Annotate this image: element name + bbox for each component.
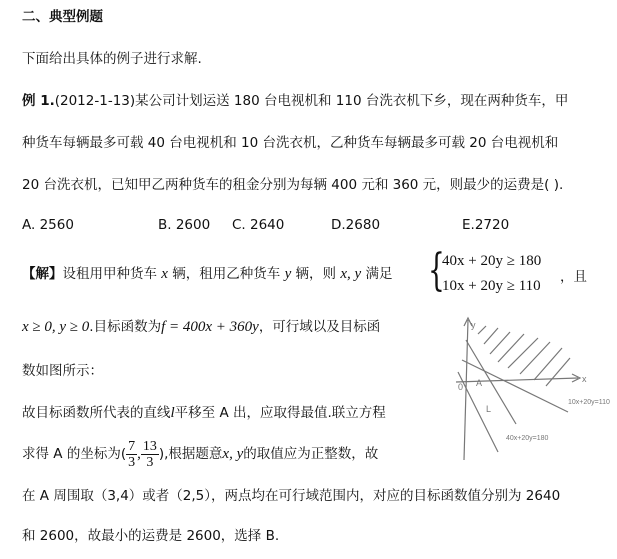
sol-text-4b: 平移至 A 出，应取得最值.联立方程 xyxy=(174,405,386,421)
example-line-1 xyxy=(22,92,568,110)
option-b: B. 2600 xyxy=(158,217,211,233)
sketch-label-a: A xyxy=(476,378,483,388)
sketch-label-y: y xyxy=(471,320,476,330)
solution-line-4 xyxy=(22,404,386,422)
var-l: l xyxy=(170,405,175,421)
sketch-label-origin: 0 xyxy=(458,382,464,392)
example-line-3: 20 台洗衣机，已知甲乙两种货车的租金分别为每辆 400 元和 360 元，则最少的运费是( ). xyxy=(22,177,564,193)
sol-text-5a: 求得 A 的坐标为( xyxy=(22,446,127,462)
example-label: 例 1. xyxy=(22,93,55,109)
option-c: C. 2640 xyxy=(232,217,285,233)
inequality-2: 10x + 20y ≥ 110 xyxy=(442,278,541,294)
sol-text-1c: 辆，则 xyxy=(295,266,337,282)
sol-text-5b: ),根据题意 xyxy=(158,446,223,462)
sol-text-1a: 设租用甲种货车 xyxy=(62,266,157,282)
example-line-2: 种货车每辆最多可载 40 台电视机和 10 台洗衣机，乙种货车每辆最多可载 20 台电视机和 xyxy=(22,135,559,151)
section-title: 二、典型例题 xyxy=(22,9,103,25)
option-d: D.2680 xyxy=(331,217,381,233)
inequality-1: 40x + 20y ≥ 180 xyxy=(442,253,542,269)
var-xy: x, y xyxy=(340,266,362,282)
example-text-1: (2012-1-13)某公司计划运送 180 台电视机和 110 台洗衣机下乡，现在两种货车，甲 xyxy=(54,93,569,109)
objective-text: .目标函数为 xyxy=(89,319,162,335)
fraction-7-3: $\frac{7}{3}$ xyxy=(128,438,136,470)
fraction-13-3: $\frac{13}{3}$ xyxy=(142,438,157,470)
nonneg-condition: x ≥ 0, y ≥ 0 xyxy=(22,319,90,335)
solution-line-1 xyxy=(22,265,392,283)
sol-text-2b: ，可行域以及目标函 xyxy=(258,319,381,335)
sol-text-1d: 满足 xyxy=(365,266,393,282)
sol-text-4a: 故目标函数所代表的直线 xyxy=(22,405,171,421)
sketch-label-line1: 10x+20y=110 xyxy=(568,399,610,406)
solution-line-6: 在 A 周围取（3,4）或者（2,5），两点均在可行域范围内，对应的目标函数值分别为 2640 xyxy=(22,488,561,504)
solution-line-2 xyxy=(22,318,380,336)
var-x: x xyxy=(161,266,168,282)
solution-line-7: 和 2600，故最小的运费是 2600，选择 B. xyxy=(22,528,280,544)
sol-text-5c: 的取值应为正整数，故 xyxy=(243,446,379,462)
solution-label: 【解】 xyxy=(22,266,63,282)
objective-formula: f = 400x + 360y xyxy=(161,319,259,335)
sol-text-1b: 辆，租用乙种货车 xyxy=(172,266,281,282)
sketch-label-line2: 40x+20y=180 xyxy=(506,435,549,442)
solution-line-5: 求得 A 的坐标为( $\frac{7}{3}$ , $\frac{13}{3}$ ),根据题意x, y的取值应为正整数，故 xyxy=(22,438,379,470)
feasible-region-sketch xyxy=(428,312,614,464)
var-y: y xyxy=(284,266,292,282)
system-brace: { xyxy=(428,245,445,296)
solution-line-3: 数如图所示： xyxy=(22,363,103,379)
option-e: E.2720 xyxy=(462,217,510,233)
sol-text-1e: ，且 xyxy=(560,269,587,285)
option-a: A. 2560 xyxy=(22,217,74,233)
var-xy-2: x, y xyxy=(222,446,244,462)
intro-text: 下面给出具体的例子进行求解. xyxy=(22,51,202,67)
sketch-label-l: L xyxy=(486,404,492,414)
sketch-label-x: x xyxy=(582,374,587,384)
